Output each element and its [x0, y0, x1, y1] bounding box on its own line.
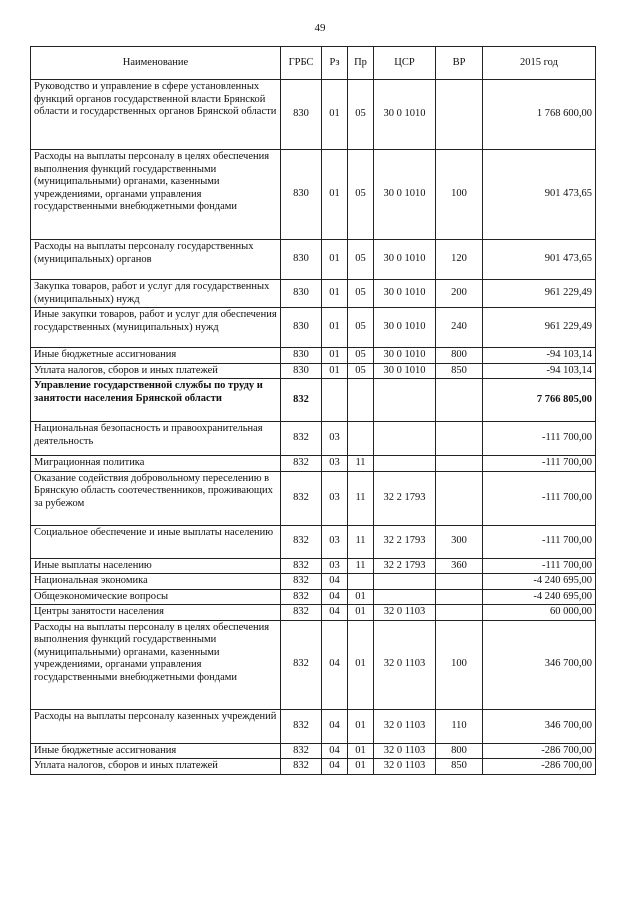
row-amount: -4 240 695,00	[483, 589, 596, 605]
row-name: Иные бюджетные ассигнования	[31, 743, 281, 759]
row-amount: -94 103,14	[483, 348, 596, 364]
row-name: Уплата налогов, сборов и иных платежей	[31, 363, 281, 379]
row-grbs: 832	[281, 422, 322, 456]
row-rz: 04	[322, 620, 348, 709]
row-pr: 05	[348, 150, 374, 240]
row-amount: 901 473,65	[483, 240, 596, 280]
row-pr: 11	[348, 558, 374, 574]
row-grbs: 830	[281, 240, 322, 280]
row-amount: -111 700,00	[483, 456, 596, 472]
row-name: Уплата налогов, сборов и иных платежей	[31, 759, 281, 775]
row-amount: 961 229,49	[483, 280, 596, 308]
table-row	[31, 240, 596, 280]
row-name: Управление государственной службы по труду и занятости населения Брянской области	[31, 379, 281, 422]
table-header-row	[31, 47, 596, 80]
row-pr: 11	[348, 471, 374, 525]
row-csr: 32 0 1103	[374, 605, 436, 621]
row-rz: 01	[322, 240, 348, 280]
row-vr: 100	[436, 150, 483, 240]
row-pr: 05	[348, 308, 374, 348]
row-grbs: 832	[281, 525, 322, 558]
row-csr: 30 0 1010	[374, 240, 436, 280]
row-rz: 04	[322, 574, 348, 590]
row-grbs: 830	[281, 280, 322, 308]
row-rz	[322, 379, 348, 422]
table-row	[31, 308, 596, 348]
row-rz: 01	[322, 80, 348, 150]
row-grbs: 832	[281, 558, 322, 574]
row-rz: 04	[322, 605, 348, 621]
row-grbs: 832	[281, 605, 322, 621]
row-name: Иные выплаты населению	[31, 558, 281, 574]
table-row	[31, 150, 596, 240]
row-csr: 32 2 1793	[374, 558, 436, 574]
table-row	[31, 759, 596, 775]
row-name: Иные закупки товаров, работ и услуг для обеспечения государственных (муниципальных) нужд	[31, 308, 281, 348]
row-rz: 04	[322, 743, 348, 759]
table-row	[31, 456, 596, 472]
table-row	[31, 558, 596, 574]
row-pr: 01	[348, 759, 374, 775]
header-pr: Пр	[348, 47, 374, 80]
row-rz: 03	[322, 558, 348, 574]
row-vr	[436, 574, 483, 590]
row-name: Закупка товаров, работ и услуг для государственных (муниципальных) нужд	[31, 280, 281, 308]
row-amount: -111 700,00	[483, 525, 596, 558]
row-grbs: 832	[281, 759, 322, 775]
row-pr: 01	[348, 620, 374, 709]
row-amount: 1 768 600,00	[483, 80, 596, 150]
row-csr: 30 0 1010	[374, 150, 436, 240]
row-vr	[436, 471, 483, 525]
row-csr	[374, 456, 436, 472]
row-grbs: 832	[281, 574, 322, 590]
row-pr	[348, 422, 374, 456]
row-pr: 05	[348, 240, 374, 280]
row-csr: 30 0 1010	[374, 348, 436, 364]
row-vr: 100	[436, 620, 483, 709]
row-csr: 30 0 1010	[374, 363, 436, 379]
row-name: Расходы на выплаты персоналу в целях обеспечения выполнения функций государственными (муниципальными) органами, казенными учреждениями, органами управления государственными внебюджетными фондами	[31, 620, 281, 709]
row-vr: 300	[436, 525, 483, 558]
row-name: Расходы на выплаты персоналу казенных учреждений	[31, 709, 281, 743]
row-amount: -286 700,00	[483, 743, 596, 759]
row-grbs: 830	[281, 363, 322, 379]
row-amount: -94 103,14	[483, 363, 596, 379]
row-name: Центры занятости населения	[31, 605, 281, 621]
row-vr: 800	[436, 743, 483, 759]
row-rz: 04	[322, 589, 348, 605]
row-vr	[436, 456, 483, 472]
row-vr: 850	[436, 759, 483, 775]
header-grbs: ГРБС	[281, 47, 322, 80]
row-vr: 240	[436, 308, 483, 348]
row-amount: 60 000,00	[483, 605, 596, 621]
row-pr: 11	[348, 525, 374, 558]
row-name: Национальная безопасность и правоохранительная деятельность	[31, 422, 281, 456]
row-pr: 05	[348, 363, 374, 379]
row-name: Миграционная политика	[31, 456, 281, 472]
row-csr: 32 2 1793	[374, 471, 436, 525]
row-amount: -111 700,00	[483, 558, 596, 574]
row-name: Национальная экономика	[31, 574, 281, 590]
row-vr: 110	[436, 709, 483, 743]
row-rz: 01	[322, 280, 348, 308]
row-rz: 03	[322, 471, 348, 525]
row-vr: 360	[436, 558, 483, 574]
budget-table	[30, 46, 596, 775]
row-amount: 961 229,49	[483, 308, 596, 348]
row-csr: 32 2 1793	[374, 525, 436, 558]
row-csr	[374, 589, 436, 605]
table-row	[31, 280, 596, 308]
row-pr	[348, 379, 374, 422]
row-csr	[374, 422, 436, 456]
row-amount: 346 700,00	[483, 709, 596, 743]
row-pr: 01	[348, 605, 374, 621]
table-row	[31, 589, 596, 605]
row-vr	[436, 80, 483, 150]
row-pr: 05	[348, 348, 374, 364]
table-row	[31, 620, 596, 709]
row-pr: 01	[348, 589, 374, 605]
row-csr: 32 0 1103	[374, 620, 436, 709]
row-amount: 901 473,65	[483, 150, 596, 240]
row-vr: 200	[436, 280, 483, 308]
row-vr: 800	[436, 348, 483, 364]
row-csr: 30 0 1010	[374, 280, 436, 308]
page-number: 49	[314, 22, 326, 34]
row-csr: 32 0 1103	[374, 709, 436, 743]
header-year: 2015 год	[483, 47, 596, 80]
header-csr: ЦСР	[374, 47, 436, 80]
row-pr: 05	[348, 280, 374, 308]
header-rz: Рз	[322, 47, 348, 80]
row-name: Социальное обеспечение и иные выплаты населению	[31, 525, 281, 558]
row-grbs: 832	[281, 709, 322, 743]
table-row	[31, 709, 596, 743]
row-vr	[436, 589, 483, 605]
row-rz: 01	[322, 150, 348, 240]
header-vr: ВР	[436, 47, 483, 80]
row-vr: 120	[436, 240, 483, 280]
table-row	[31, 605, 596, 621]
row-rz: 03	[322, 422, 348, 456]
row-vr	[436, 605, 483, 621]
row-name: Оказание содействия добровольному переселению в Брянскую область соотечественников, проживающих за рубежом	[31, 471, 281, 525]
row-grbs: 830	[281, 80, 322, 150]
row-grbs: 830	[281, 150, 322, 240]
row-pr: 01	[348, 743, 374, 759]
row-grbs: 832	[281, 743, 322, 759]
row-name: Руководство и управление в сфере установленных функций органов государственной власти Брянской области и государственных органов Брянской области	[31, 80, 281, 150]
row-grbs: 830	[281, 348, 322, 364]
row-name: Иные бюджетные ассигнования	[31, 348, 281, 364]
row-grbs: 832	[281, 620, 322, 709]
row-name: Общеэкономические вопросы	[31, 589, 281, 605]
row-grbs: 832	[281, 379, 322, 422]
table-row	[31, 743, 596, 759]
row-pr	[348, 574, 374, 590]
row-rz: 01	[322, 308, 348, 348]
row-pr: 01	[348, 709, 374, 743]
row-amount: -4 240 695,00	[483, 574, 596, 590]
table-row	[31, 379, 596, 422]
row-rz: 03	[322, 525, 348, 558]
table-row	[31, 80, 596, 150]
header-name: Наименование	[31, 47, 281, 80]
table-row	[31, 574, 596, 590]
table-row	[31, 363, 596, 379]
row-grbs: 832	[281, 456, 322, 472]
row-amount: 7 766 805,00	[483, 379, 596, 422]
row-csr: 30 0 1010	[374, 80, 436, 150]
row-csr	[374, 379, 436, 422]
table-row	[31, 525, 596, 558]
row-grbs: 830	[281, 308, 322, 348]
row-name: Расходы на выплаты персоналу государственных (муниципальных) органов	[31, 240, 281, 280]
row-amount: -286 700,00	[483, 759, 596, 775]
row-vr	[436, 422, 483, 456]
row-pr: 05	[348, 80, 374, 150]
row-pr: 11	[348, 456, 374, 472]
row-csr: 32 0 1103	[374, 759, 436, 775]
row-rz: 01	[322, 363, 348, 379]
table-row	[31, 348, 596, 364]
row-rz: 04	[322, 759, 348, 775]
row-vr	[436, 379, 483, 422]
row-vr: 850	[436, 363, 483, 379]
table-row	[31, 471, 596, 525]
table-row	[31, 422, 596, 456]
row-rz: 04	[322, 709, 348, 743]
row-csr	[374, 574, 436, 590]
row-grbs: 832	[281, 589, 322, 605]
row-rz: 01	[322, 348, 348, 364]
row-grbs: 832	[281, 471, 322, 525]
row-name: Расходы на выплаты персоналу в целях обеспечения выполнения функций государственными (муниципальными) органами, казенными учреждениями, органами управления государственными внебюджетными фондами	[31, 150, 281, 240]
row-amount: 346 700,00	[483, 620, 596, 709]
row-amount: -111 700,00	[483, 422, 596, 456]
row-amount: -111 700,00	[483, 471, 596, 525]
row-csr: 30 0 1010	[374, 308, 436, 348]
row-csr: 32 0 1103	[374, 743, 436, 759]
row-rz: 03	[322, 456, 348, 472]
